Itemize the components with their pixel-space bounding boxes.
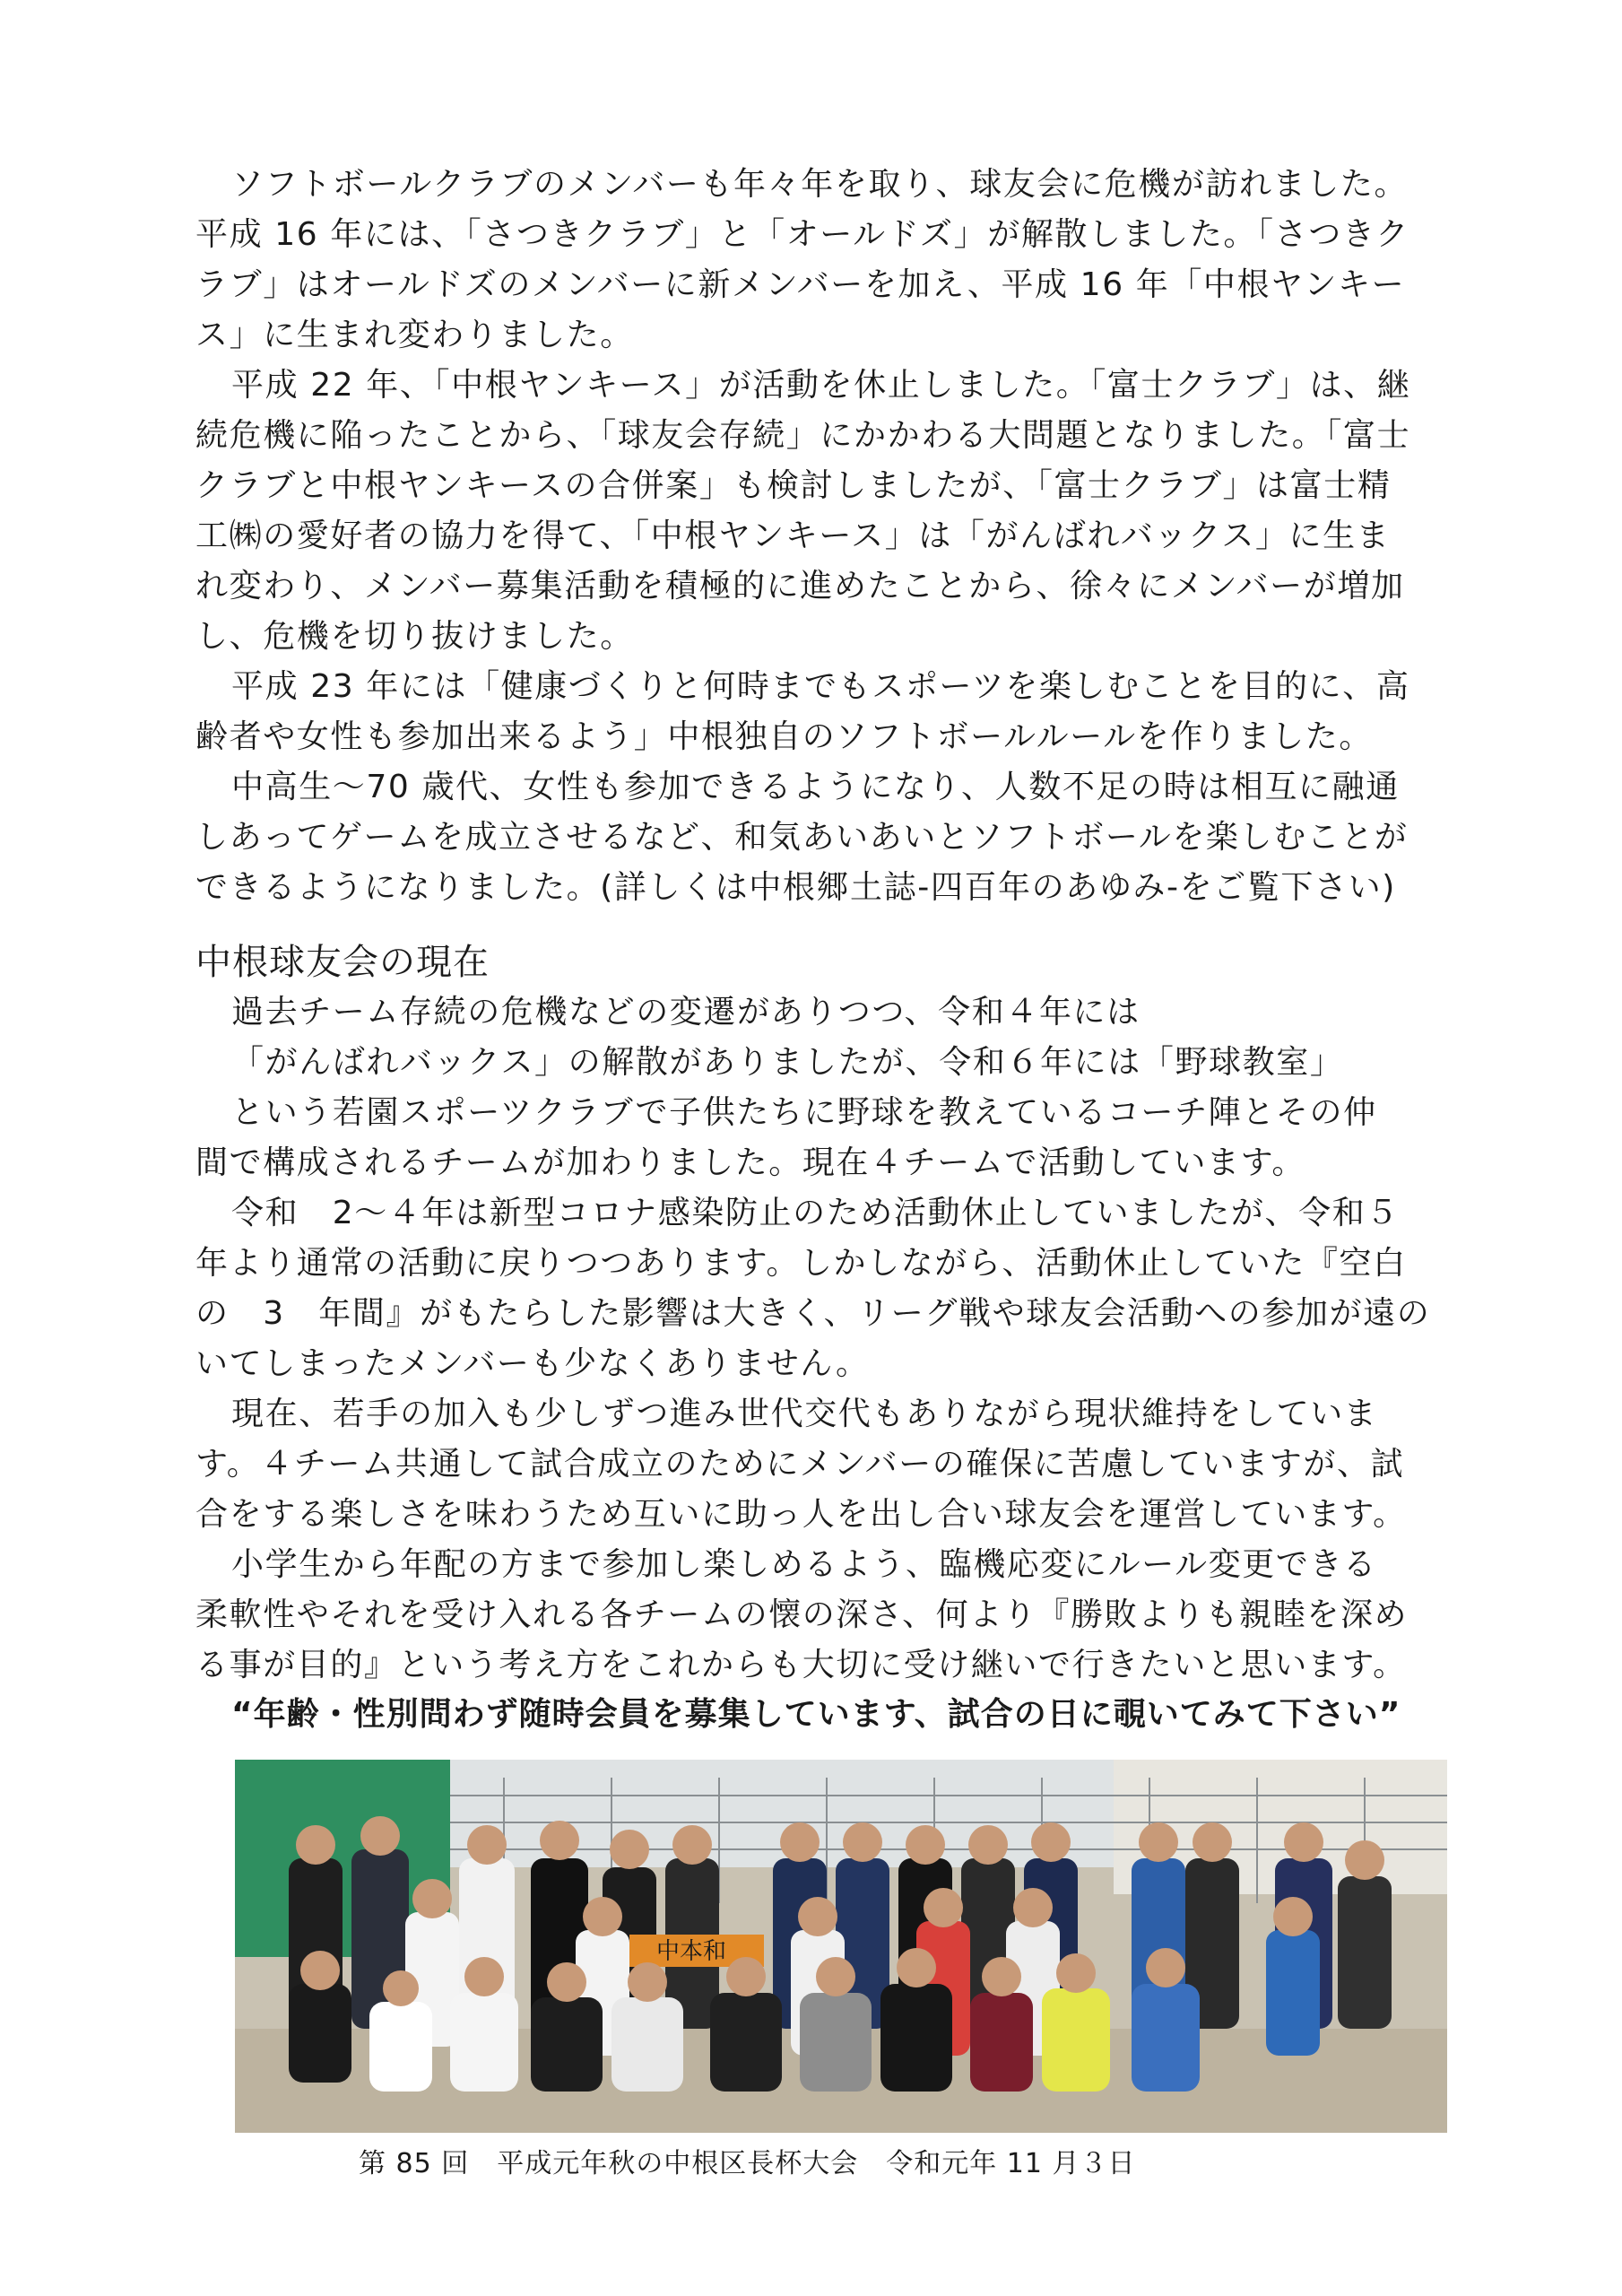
paragraph-line: 合をする楽しさを味わうため互いに助っ人を出し合い球友会を運営しています。 xyxy=(195,1496,1407,1533)
paragraph-line: クラブと中根ヤンキースの合併案」も検討しましたが、「富士クラブ」は富士精 xyxy=(195,467,1392,504)
paragraph-line: 「がんばれバックス」の解散がありましたが、令和６年には「野球教室」 xyxy=(231,1044,1344,1081)
paragraph-line: 平成 22 年、「中根ヤンキース」が活動を休止しました。「富士クラブ」は、継 xyxy=(231,367,1411,404)
paragraph-line: ソフトボールクラブのメンバーも年々年を取り、球友会に危機が訪れました。 xyxy=(231,166,1409,203)
paragraph-line: ス」に生まれ変わりました。 xyxy=(195,317,634,353)
paragraph-line: という若園スポーツクラブで子供たちに野球を教えているコーチ陣とその仲 xyxy=(231,1094,1377,1131)
paragraph-line: しあってゲームを成立させるなど、和気あいあいとソフトボールを楽しむことが xyxy=(195,819,1409,856)
paragraph-line: 小学生から年配の方まで参加し楽しめるよう、臨機応変にルール変更できる xyxy=(231,1546,1377,1583)
paragraph-line: 令和 2～４年は新型コロナ感染防止のため活動休止していましたが、令和５ xyxy=(231,1195,1400,1231)
paragraph-line: 年より通常の活動に戻りつつあります。しかしながら、活動休止していた『空白 xyxy=(195,1245,1407,1282)
paragraph-line: 続危機に陥ったことから、「球友会存続」にかかわる大問題となりました。「富士 xyxy=(195,417,1411,454)
paragraph-line: いてしまったメンバーも少なくありません。 xyxy=(195,1345,870,1382)
paragraph-line: し、危機を切り抜けました。 xyxy=(195,618,634,655)
paragraph-line: 現在、若手の加入も少しずつ進み世代交代もありながら現状維持をしていま xyxy=(231,1396,1378,1432)
paragraph-line: る事が目的』という考え方をこれからも大切に受け継いで行きたいと思います。 xyxy=(195,1647,1407,1683)
paragraph-line: 齢者や女性も参加出来るよう」中根独自のソフトボールルールを作りました。 xyxy=(195,718,1373,755)
banner-text: 中本和 xyxy=(656,1938,727,1965)
paragraph-line: 中高生～70 歳代、女性も参加できるようになり、人数不足の時は相互に融通 xyxy=(231,769,1400,805)
paragraph-line: ラブ」はオールドズのメンバーに新メンバーを加え、平成 16 年「中根ヤンキー xyxy=(195,266,1406,303)
paragraph-line: 柔軟性やそれを受け入れる各チームの懐の深さ、何より『勝敗よりも親睦を深め xyxy=(195,1596,1409,1633)
section-heading: 中根球友会の現在 xyxy=(195,942,490,983)
paragraph-line: の 3 年間』がもたらした影響は大きく、リーグ戦や球友会活動への参加が遠の xyxy=(195,1295,1431,1332)
photo-caption: 第 85 回 平成元年秋の中根区長杯大会 令和元年 11 月３日 xyxy=(359,2148,1136,2179)
paragraph-line: す。４チーム共通して試合成立のためにメンバーの確保に苦慮していますが、試 xyxy=(195,1446,1405,1483)
history-section xyxy=(195,160,1469,913)
paragraph-line: 間で構成されるチームが加わりました。現在４チームで活動しています。 xyxy=(195,1144,1305,1181)
paragraph-line: 平成 23 年には「健康づくりと何時までもスポーツを楽しむことを目的に、高 xyxy=(231,668,1410,705)
team-group-photo xyxy=(235,1760,1447,2133)
recruitment-slogan: “年齢・性別問わず随時会員を募集しています、試合の日に覗いてみて下さい” xyxy=(231,1696,1401,1733)
paragraph-line: できるようになりました。(詳しくは中根郷土誌-四百年のあゆみ-をご覧下さい) xyxy=(195,869,1396,906)
paragraph-line: 過去チーム存続の危機などの変遷がありつつ、令和４年には xyxy=(231,994,1141,1031)
current-status-section xyxy=(195,937,1469,1739)
paragraph-line: れ変わり、メンバー募集活動を積極的に進めたことから、徐々にメンバーが増加 xyxy=(195,568,1405,604)
paragraph-line: 平成 16 年には、「さつきクラブ」と「オールドズ」が解散しました。「さつきク xyxy=(195,216,1410,253)
paragraph-line: 工㈱の愛好者の協力を得て、「中根ヤンキース」は「がんばれバックス」に生ま xyxy=(195,517,1391,554)
